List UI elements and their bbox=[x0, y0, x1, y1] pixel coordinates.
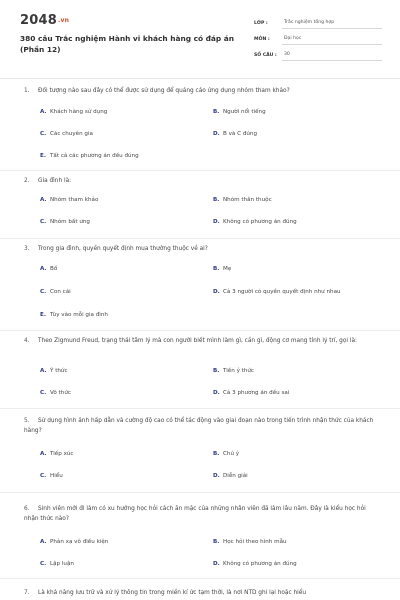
meta-row-count bbox=[254, 46, 382, 61]
option-text: Lập luận bbox=[50, 561, 74, 567]
option-d[interactable] bbox=[213, 473, 248, 479]
question-text bbox=[24, 244, 376, 254]
meta-value: 30 bbox=[282, 52, 382, 61]
option-text: Tiếp xúc bbox=[50, 451, 74, 457]
option-letter: D. bbox=[213, 289, 220, 295]
question-2 bbox=[0, 174, 400, 239]
option-d[interactable] bbox=[213, 561, 297, 567]
option-text: Chú ý bbox=[223, 451, 240, 457]
logo-suffix: .vn bbox=[57, 17, 70, 24]
option-text: Không có phương án đúng bbox=[223, 561, 297, 567]
question-text bbox=[24, 416, 376, 436]
question-5 bbox=[0, 414, 400, 493]
option-c[interactable] bbox=[40, 473, 63, 479]
option-text: Phản xạ vô điều kiện bbox=[50, 539, 109, 545]
option-text: Tất cả các phương án đều đúng bbox=[50, 153, 139, 159]
option-letter: A. bbox=[40, 451, 47, 457]
question-number: 2. bbox=[24, 178, 30, 184]
option-a[interactable] bbox=[40, 539, 108, 545]
option-b[interactable] bbox=[213, 266, 231, 272]
option-b[interactable] bbox=[213, 109, 266, 115]
question-6 bbox=[0, 502, 400, 579]
option-letter: D. bbox=[213, 473, 220, 479]
option-letter: E. bbox=[40, 153, 46, 159]
option-d[interactable] bbox=[213, 131, 257, 137]
option-c[interactable] bbox=[40, 131, 93, 137]
option-letter: B. bbox=[213, 197, 220, 203]
question-text bbox=[24, 86, 376, 96]
option-a[interactable] bbox=[40, 109, 107, 115]
option-text: Vô thức bbox=[50, 390, 71, 396]
question-body: Trong gia đình, quyền quyết định mua thường thuộc về ai? bbox=[38, 246, 208, 252]
question-number: 7. bbox=[24, 590, 30, 596]
option-letter: B. bbox=[213, 266, 220, 272]
option-text: Nhóm tham khảo bbox=[50, 197, 99, 203]
option-letter: E. bbox=[40, 312, 46, 318]
meta-value: Đại học bbox=[282, 36, 382, 45]
question-number: 4. bbox=[24, 338, 30, 344]
meta-row-class bbox=[254, 14, 382, 29]
option-letter: C. bbox=[40, 473, 47, 479]
document-meta bbox=[254, 14, 382, 62]
option-d[interactable] bbox=[213, 219, 297, 225]
option-letter: A. bbox=[40, 197, 47, 203]
option-b[interactable] bbox=[213, 539, 287, 545]
question-text bbox=[24, 336, 376, 346]
option-a[interactable] bbox=[40, 451, 74, 457]
option-c[interactable] bbox=[40, 390, 71, 396]
option-b[interactable] bbox=[213, 451, 239, 457]
question-3 bbox=[0, 242, 400, 331]
option-text: Con cái bbox=[50, 289, 71, 295]
option-letter: A. bbox=[40, 109, 47, 115]
option-text: Các chuyên gia bbox=[50, 131, 93, 137]
option-text: Hiểu bbox=[50, 473, 63, 479]
option-text: Khách hàng sử dụng bbox=[50, 109, 108, 115]
question-body: Gia đình là: bbox=[38, 178, 72, 184]
option-letter: D. bbox=[213, 561, 220, 567]
option-b[interactable] bbox=[213, 197, 272, 203]
question-4 bbox=[0, 334, 400, 409]
option-c[interactable] bbox=[40, 219, 90, 225]
question-body: Là khả năng lưu trữ và xử lý thông tin trong miền kí ức tạm thời, là nơi NTD ghi lại hoặc hiểu bbox=[38, 590, 307, 596]
option-letter: C. bbox=[40, 561, 47, 567]
option-text: B và C đúng bbox=[223, 131, 258, 137]
question-body: Sinh viên mới đi làm có xu hướng học hỏi cách ăn mặc của những nhân viên đã làm lâu năm. Đây là kiểu học hỏi nhận thức nào? bbox=[24, 506, 366, 522]
option-a[interactable] bbox=[40, 197, 98, 203]
option-text: Học hỏi theo hình mẫu bbox=[223, 539, 287, 545]
option-c[interactable] bbox=[40, 561, 74, 567]
option-text: Ý thức bbox=[50, 368, 68, 374]
option-letter: C. bbox=[40, 219, 47, 225]
option-text: Tiền ý thức bbox=[223, 368, 255, 374]
question-number: 1. bbox=[24, 88, 30, 94]
option-letter: C. bbox=[40, 131, 47, 137]
option-letter: A. bbox=[40, 368, 47, 374]
option-letter: C. bbox=[40, 390, 47, 396]
question-text bbox=[24, 588, 376, 598]
option-text: Mẹ bbox=[223, 266, 232, 272]
option-b[interactable] bbox=[213, 368, 254, 374]
question-text bbox=[24, 504, 376, 524]
option-text: Cả 3 người có quyền quyết định như nhau bbox=[223, 289, 341, 295]
option-letter: B. bbox=[213, 451, 220, 457]
option-letter: A. bbox=[40, 539, 47, 545]
option-letter: D. bbox=[213, 219, 220, 225]
option-a[interactable] bbox=[40, 266, 57, 272]
meta-label: MÔN : bbox=[254, 37, 270, 42]
option-text: Người nổi tiếng bbox=[223, 109, 266, 115]
option-a[interactable] bbox=[40, 368, 68, 374]
option-text: Tùy vào mỗi gia đình bbox=[50, 312, 108, 318]
option-letter: A. bbox=[40, 266, 47, 272]
page-header bbox=[0, 0, 400, 79]
meta-label: LỚP : bbox=[254, 21, 268, 26]
question-number: 3. bbox=[24, 246, 30, 252]
question-number: 6. bbox=[24, 506, 30, 512]
option-text: Không có phương án đúng bbox=[223, 219, 297, 225]
document-title: 380 câu Trắc nghiệm Hành vi khách hàng có đáp án (Phần 12) bbox=[20, 34, 235, 54]
question-text bbox=[24, 176, 376, 186]
option-d[interactable] bbox=[213, 289, 341, 295]
option-letter: D. bbox=[213, 390, 220, 396]
question-1 bbox=[0, 84, 400, 171]
meta-label: SỐ CÂU : bbox=[254, 53, 277, 58]
question-7 bbox=[0, 586, 400, 600]
option-text: Nhóm thân thuộc bbox=[223, 197, 272, 203]
option-text: Bố bbox=[50, 266, 58, 272]
site-logo[interactable] bbox=[20, 13, 69, 28]
option-text: Nhóm bất ưng bbox=[50, 219, 90, 225]
option-c[interactable] bbox=[40, 289, 71, 295]
option-text: Cả 3 phương án đều sai bbox=[223, 390, 290, 396]
option-e[interactable] bbox=[40, 312, 108, 318]
question-number: 5. bbox=[24, 418, 30, 424]
option-letter: C. bbox=[40, 289, 47, 295]
meta-value: Trắc nghiệm tổng hợp bbox=[282, 20, 382, 29]
meta-row-subject bbox=[254, 30, 382, 45]
option-d[interactable] bbox=[213, 390, 289, 396]
option-letter: B. bbox=[213, 539, 220, 545]
option-letter: B. bbox=[213, 368, 220, 374]
option-letter: D. bbox=[213, 131, 220, 137]
option-letter: B. bbox=[213, 109, 220, 115]
option-e[interactable] bbox=[40, 153, 139, 159]
question-body: Theo Zigmund Freud, trạng thái tâm lý mà con người biết mình làm gì, cần gì, động cơ mang tính lý trí, gọi là: bbox=[38, 338, 357, 344]
option-text: Diễn giải bbox=[223, 473, 248, 479]
question-body: Đối tượng nào sau đây có thể được sử dụng để quảng cáo ứng dụng nhóm tham khảo? bbox=[38, 88, 290, 94]
logo-main-text: 2048 bbox=[20, 13, 57, 28]
question-body: Sử dụng hình ảnh hấp dẫn và cường độ cao có thể tác động vào giai đoạn nào trong tiến trình nhận thức của khách hàng? bbox=[24, 418, 374, 434]
